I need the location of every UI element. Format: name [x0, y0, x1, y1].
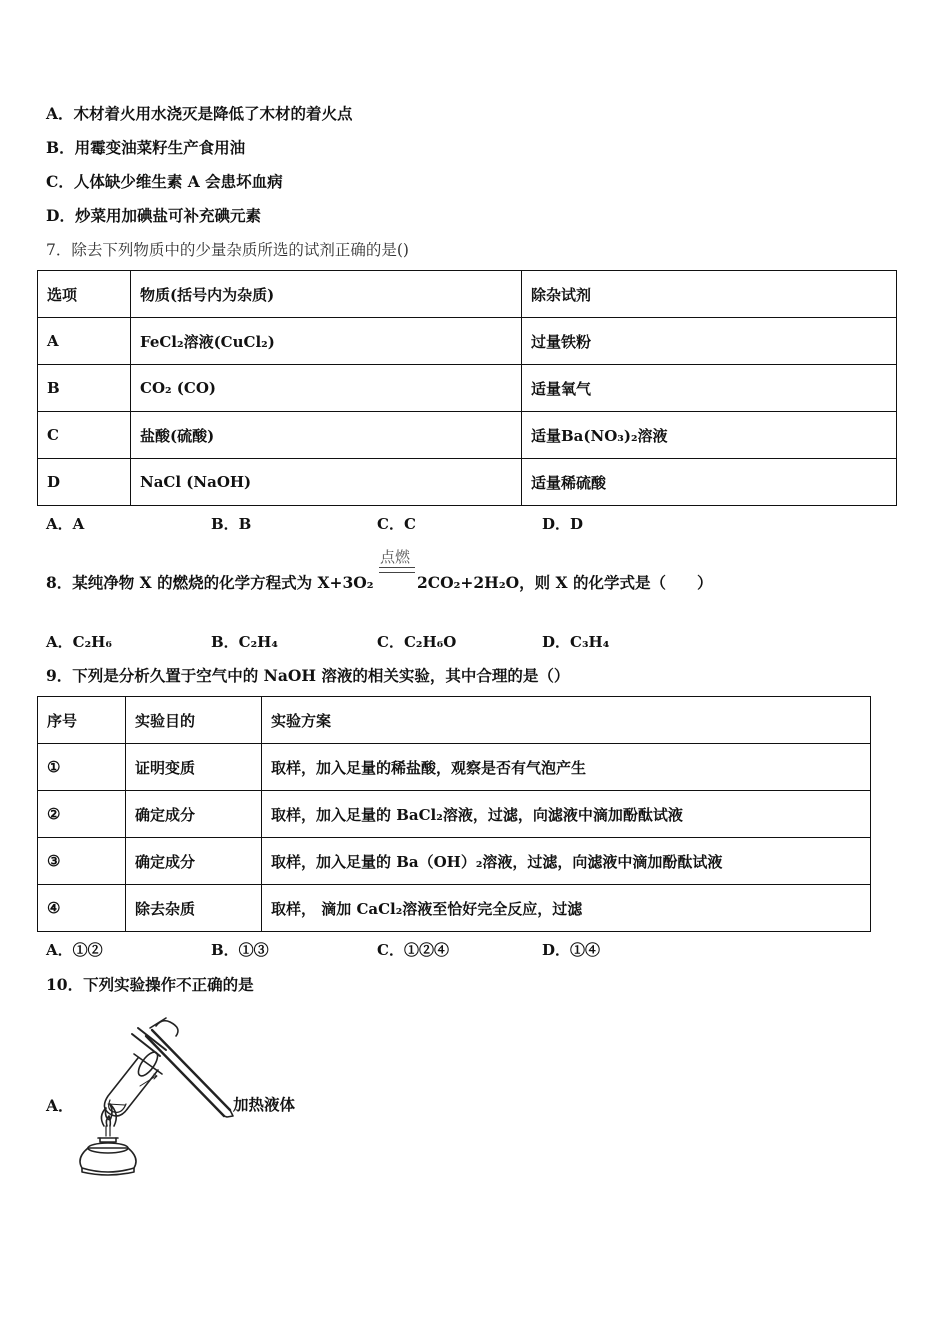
- q9-row-number: ③: [38, 838, 126, 885]
- q7-header-substance: 物质(括号内为杂质): [131, 271, 522, 318]
- q9-table-header: [38, 697, 871, 744]
- q7-row-reagent: 适量Ba(NO₃)₂溶液: [522, 412, 897, 459]
- q8-answer-a: A．C₂H₆: [46, 633, 112, 651]
- q7-row-option: A: [38, 318, 131, 365]
- q9-row-number: ④: [38, 885, 126, 932]
- q9-table: [37, 696, 871, 932]
- q9-answer-b: B．①③: [211, 941, 269, 959]
- table-row: [38, 412, 897, 459]
- q9-question: 9．下列是分析久置于空气中的 NaOH 溶液的相关实验，其中合理的是（）: [46, 666, 570, 685]
- q7-answer-b: B．B: [211, 515, 252, 533]
- table-row: [38, 365, 897, 412]
- q9-answer-a: A．①②: [46, 941, 103, 959]
- q8-answer-b: B．C₂H₄: [211, 633, 278, 651]
- q9-row-purpose: 确定成分: [126, 838, 262, 885]
- q9-answer-c: C．①②④: [377, 941, 449, 959]
- q7-row-substance: CO₂ (CO): [131, 365, 522, 412]
- q7-table-header: [38, 271, 897, 318]
- table-row: [38, 838, 871, 885]
- q9-header-number: 序号: [38, 697, 126, 744]
- q8-answer-c: C．C₂H₆O: [377, 633, 457, 651]
- q7-row-substance: FeCl₂溶液(CuCl₂): [131, 318, 522, 365]
- table-row: [38, 791, 871, 838]
- q7-row-reagent: 适量稀硫酸: [522, 459, 897, 506]
- q7-header-option: 选项: [38, 271, 131, 318]
- q9-row-purpose: 证明变质: [126, 744, 262, 791]
- q7-row-option: D: [38, 459, 131, 506]
- q7-row-substance: NaCl (NaOH): [131, 459, 522, 506]
- q9-answer-d: D．①④: [542, 941, 601, 959]
- q8-question-end: 2CO₂+2H₂O，则 X 的化学式是（ ）: [417, 573, 713, 592]
- q9-row-number: ②: [38, 791, 126, 838]
- q6-option-d: D．炒菜用加碘盐可补充碘元素: [46, 206, 261, 225]
- q9-header-purpose: 实验目的: [126, 697, 262, 744]
- q7-table: [37, 270, 897, 506]
- q9-header-plan: 实验方案: [262, 697, 871, 744]
- q9-row-plan: 取样， 滴加 CaCl₂溶液至恰好完全反应，过滤: [262, 885, 871, 932]
- q7-row-option: B: [38, 365, 131, 412]
- table-row: [38, 459, 897, 506]
- q9-row-plan: 取样，加入足量的 Ba（OH）₂溶液，过滤，向滤液中滴加酚酞试液: [262, 838, 871, 885]
- q10-option-a-caption: 加热液体: [233, 1095, 296, 1114]
- q8-reaction-condition: 点燃: [380, 548, 411, 566]
- q9-row-purpose: 确定成分: [126, 791, 262, 838]
- table-row: [38, 318, 897, 365]
- q7-answer-a: A．A: [46, 515, 85, 533]
- q8-answer-d: D．C₃H₄: [542, 633, 610, 651]
- q10-question: 10．下列实验操作不正确的是: [46, 975, 254, 994]
- q7-answer-c: C．C: [377, 515, 416, 533]
- q7-header-reagent: 除杂试剂: [522, 271, 897, 318]
- q9-row-plan: 取样，加入足量的 BaCl₂溶液，过滤，向滤液中滴加酚酞试液: [262, 791, 871, 838]
- table-row: [38, 744, 871, 791]
- q8-question: 8．某纯净物 X 的燃烧的化学方程式为 X+3O₂: [46, 573, 374, 592]
- q9-row-plan: 取样，加入足量的稀盐酸，观察是否有气泡产生: [262, 744, 871, 791]
- q7-row-option: C: [38, 412, 131, 459]
- q7-question: 7．除去下列物质中的少量杂质所选的试剂正确的是(): [46, 241, 409, 259]
- q9-row-purpose: 除去杂质: [126, 885, 262, 932]
- q10-option-a-label: A．: [46, 1096, 74, 1115]
- q6-option-b: B．用霉变油菜籽生产食用油: [46, 138, 246, 157]
- q7-row-substance: 盐酸(硫酸): [131, 412, 522, 459]
- table-row: [38, 885, 871, 932]
- q9-row-number: ①: [38, 744, 126, 791]
- q6-option-a: A．木材着火用水浇灭是降低了木材的着火点: [46, 104, 353, 123]
- q7-answer-d: D．D: [542, 515, 584, 533]
- q7-row-reagent: 过量铁粉: [522, 318, 897, 365]
- q8-equals-sign: [379, 567, 415, 573]
- q7-row-reagent: 适量氧气: [522, 365, 897, 412]
- q6-option-c: C．人体缺少维生素 A 会患坏血病: [46, 172, 283, 191]
- heating-liquid-illustration: [70, 1008, 240, 1178]
